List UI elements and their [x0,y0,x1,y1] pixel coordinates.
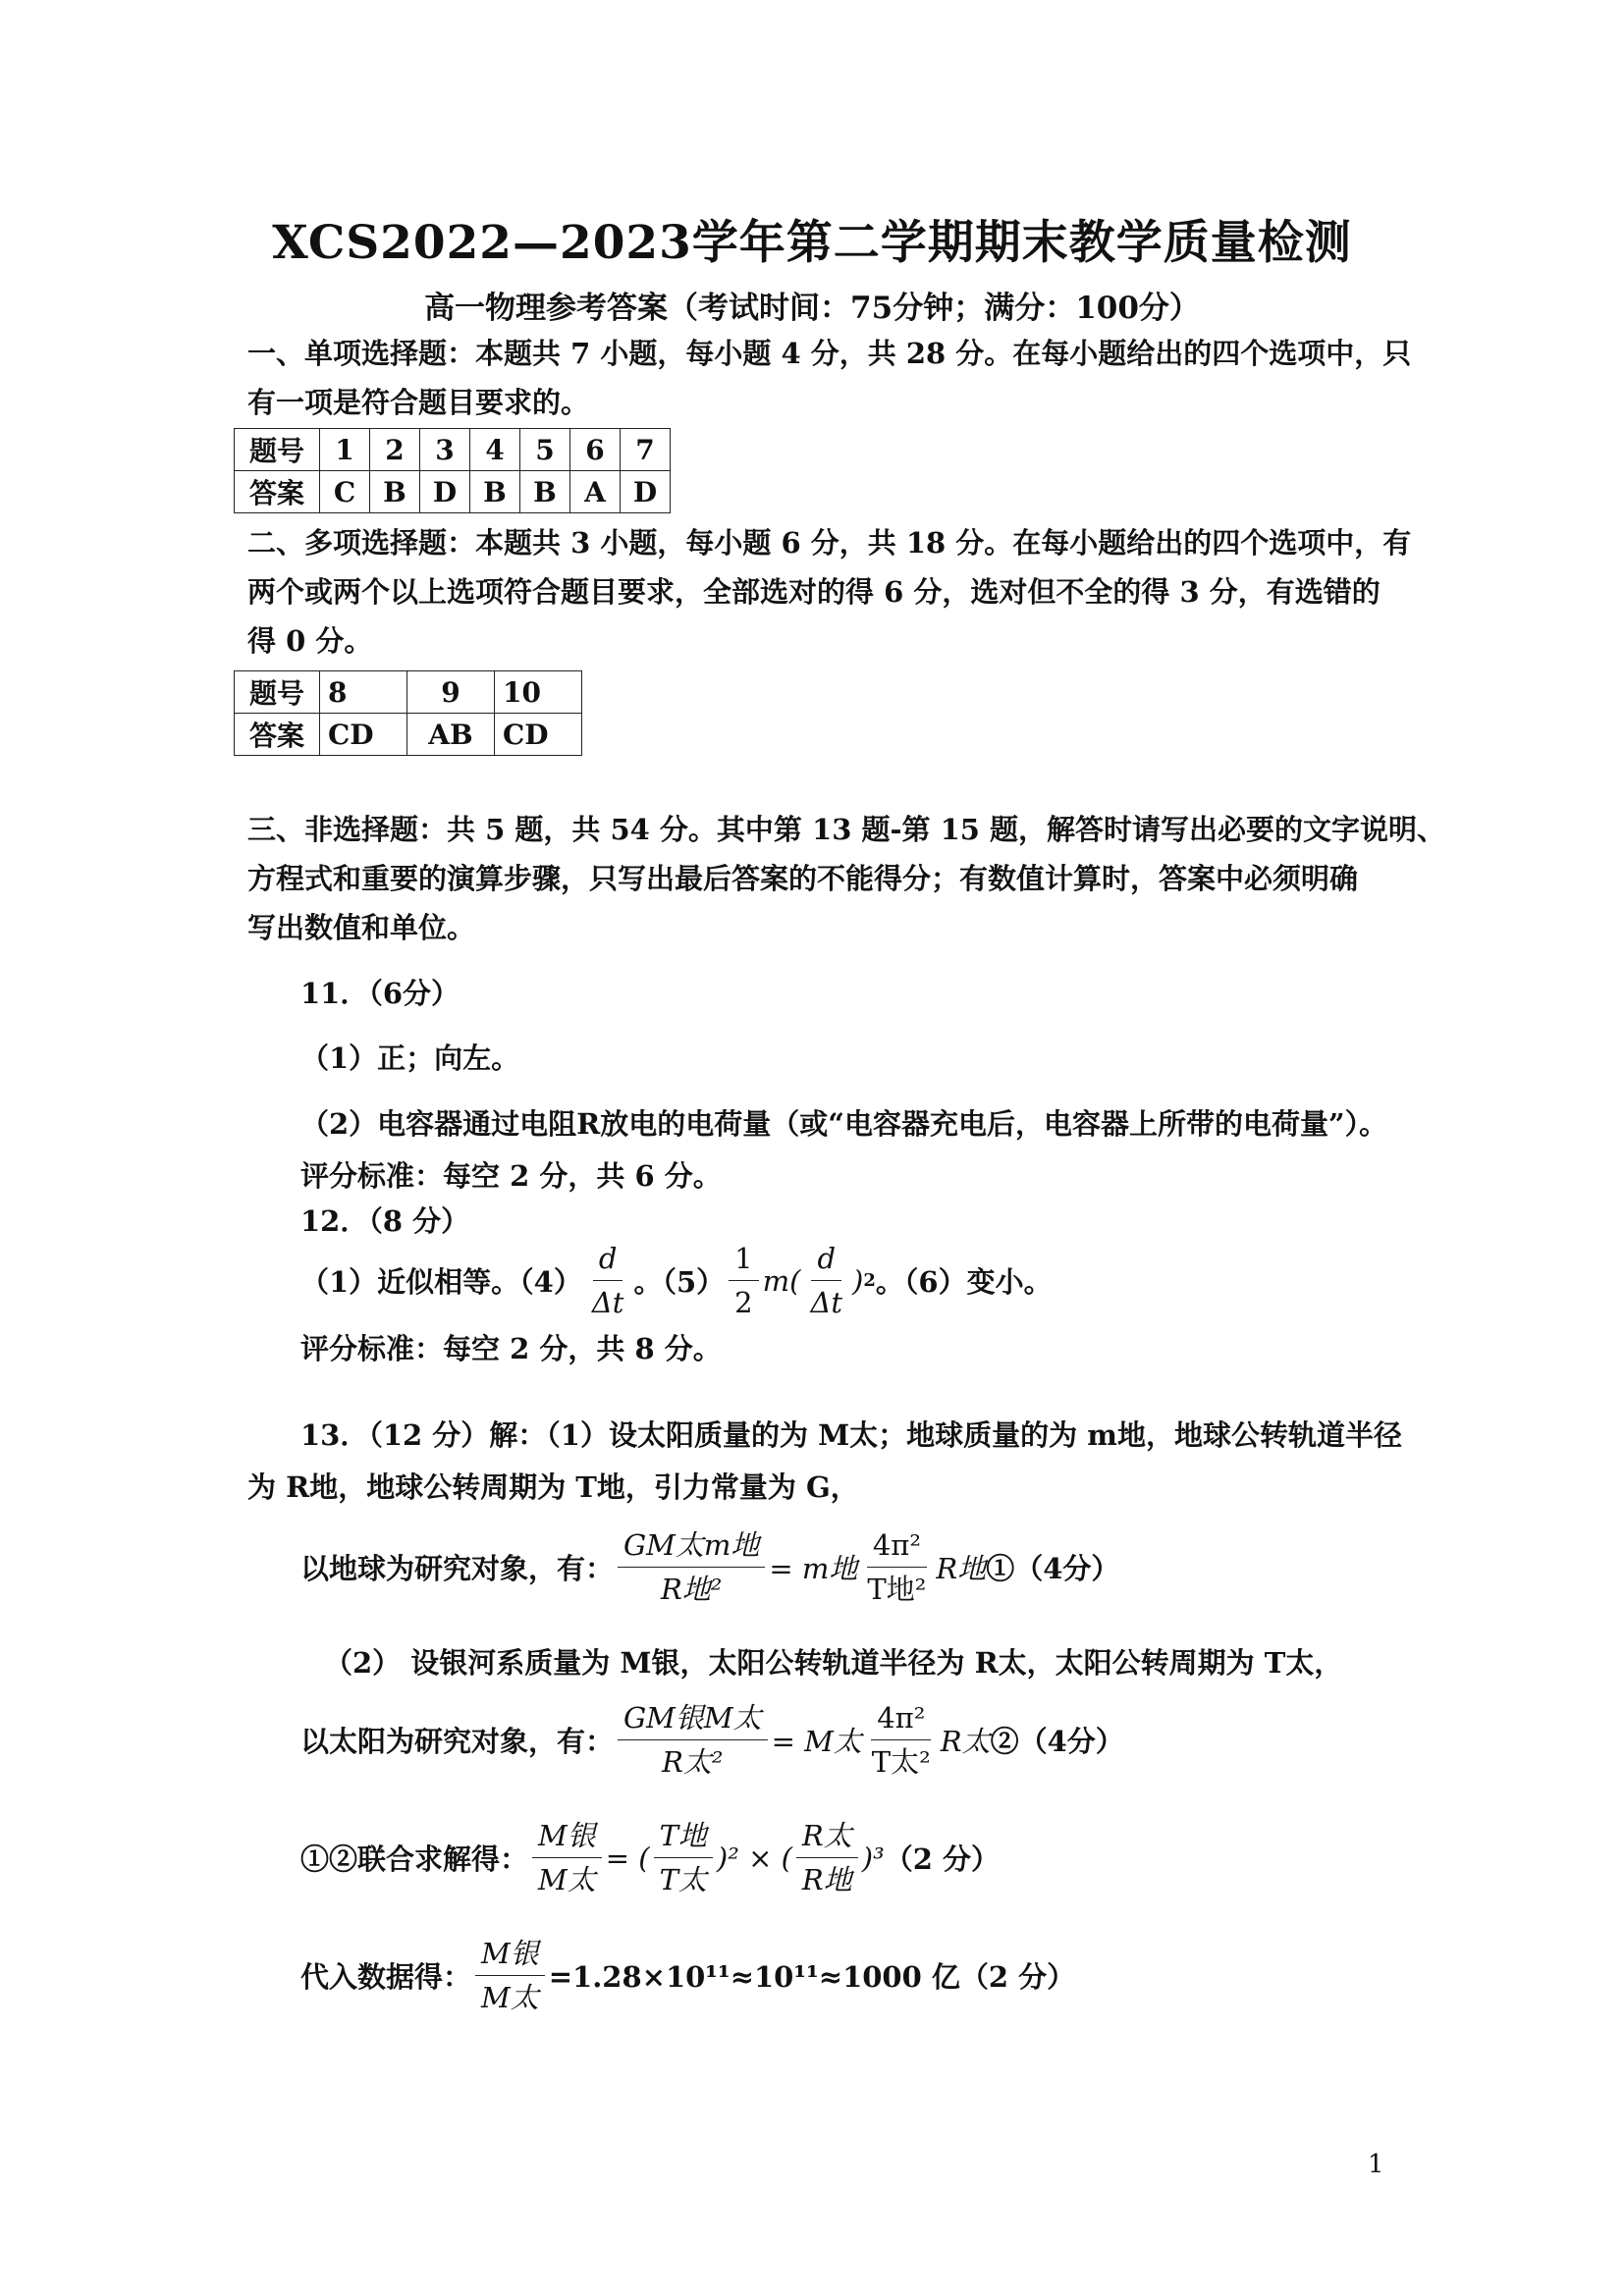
fraction-numerator: d [811,1239,841,1281]
q13-equation-4 [300,1934,1075,2017]
q13-equation-2 [300,1698,1124,1782]
q13-part2-setup: （2） 设银河系质量为 M银，太阳公转轨道半径为 R太，太阳公转周期为 T太， [324,1646,1343,1680]
section1-answer-table [234,428,671,513]
fraction-centripetal [861,1525,932,1609]
fraction-denominator: T地² [867,1573,927,1606]
equation-prefix: 以太阳为研究对象，有： [300,1725,615,1758]
fraction-denominator: 2 [734,1286,753,1319]
section1-line1: 一、单项选择题：本题共 7 小题，每小题 4 分，共 28 分。在每小题给出的四个选项中，只 [247,337,1412,370]
fraction-numerator: GM太m地 [618,1525,765,1568]
fraction-centripetal [866,1698,937,1782]
fraction-denominator: M太 [481,1981,539,2014]
equation-tail: R地 [936,1552,987,1585]
fraction-numerator: 4π² [871,1698,931,1740]
fraction-numerator: GM银M太 [618,1698,768,1740]
equation-prefix: 以地球为研究对象，有： [300,1552,615,1585]
fraction-numerator: 4π² [867,1525,927,1568]
table-cell: 9 [407,671,495,714]
fraction-one-half [729,1239,758,1322]
equation-middle: = m地 [769,1552,858,1585]
q11-scoring: 评分标准：每空 2 分，共 6 分。 [300,1159,722,1193]
table-cell: D [420,471,470,513]
q13-intro-line2: 为 R地，地球公转周期为 T地，引力常量为 G， [247,1470,859,1504]
table-cell: CD [495,714,582,756]
math-m: m( [762,1263,801,1298]
fraction-numerator: 1 [729,1239,758,1281]
q12-answers [300,1239,1053,1322]
equation-result: =1.28×10¹¹≈10¹¹≈1000 亿（2 分） [548,1960,1076,1994]
q11-answer-1: （1）正；向左。 [300,1041,520,1075]
section2-line1: 二、多项选择题：本题共 3 小题，每小题 6 分，共 18 分。在每小题给出的四个选项中，有 [247,526,1412,560]
equation-prefix: 代入数据得： [300,1960,472,1994]
fraction-gravity [618,1525,765,1609]
section3-instructions [247,805,1445,952]
table-header-cell: 题号 [235,429,320,471]
equation-tail: )³ [861,1841,885,1875]
table-cell: B [520,471,570,513]
fraction-denominator: Δt [591,1286,624,1319]
equation-mark: ①（4分） [986,1552,1120,1585]
fraction-d-over-dt-2 [804,1239,848,1322]
q11-answer-2: （2）电容器通过电阻R放电的电荷量（或“电容器充电后，电容器上所带的电荷量”）。 [300,1107,1388,1141]
table-cell: CD [320,714,407,756]
fraction-d-over-dt [586,1239,630,1322]
table-cell: 7 [621,429,671,471]
q11-heading: 11．（6分） [300,977,460,1010]
fraction-mass-ratio [475,1934,545,2017]
section2-instructions [247,518,1411,666]
equation-middle: = M太 [771,1725,862,1758]
section2-line3: 得 0 分。 [247,624,373,658]
equation-equals: = ( [605,1841,650,1875]
table-cell: 4 [470,429,520,471]
fraction-radius-ratio [796,1816,858,1899]
fraction-numerator: R太 [796,1816,858,1858]
q13-equation-1 [300,1525,1119,1609]
table-cell: B [370,471,420,513]
q12-part-3: 。（6）变小。 [875,1265,1053,1299]
section2-line2: 两个或两个以上选项符合题目要求，全部选对的得 6 分，选对但不全的得 3 分，有选错的 [247,575,1380,609]
table-header-cell: 答案 [235,714,320,756]
fraction-mass-ratio [532,1816,602,1899]
table-cell: 2 [370,429,420,471]
table-cell: AB [407,714,495,756]
table-row [235,471,671,513]
table-cell: 6 [570,429,621,471]
table-row [235,429,671,471]
fraction-numerator: M银 [475,1934,545,1976]
math-exponent: 2 [863,1270,876,1291]
table-cell: 3 [420,429,470,471]
table-cell: 8 [320,671,407,714]
q12-part-2: 。（5） [633,1265,726,1299]
fraction-denominator: Δt [810,1286,843,1319]
table-header-cell: 题号 [235,671,320,714]
fraction-numerator: T地 [654,1816,713,1858]
table-cell: 10 [495,671,582,714]
page-subtitle: 高一物理参考答案（考试时间：75分钟；满分：100分） [424,291,1200,326]
q12-part-1: （1）近似相等。（4） [300,1265,582,1299]
table-cell: 1 [320,429,370,471]
section3-line2: 方程式和重要的演算步骤，只写出最后答案的不能得分；有数值计算时，答案中必须明确 [247,862,1359,895]
equation-prefix: ①②联合求解得： [300,1842,529,1876]
section2-answer-table [234,670,582,756]
equation-tail: R太 [940,1725,991,1758]
fraction-denominator: M太 [538,1863,596,1896]
fraction-denominator: T太² [871,1745,931,1779]
page-number: 1 [1368,2150,1384,2179]
fraction-period-ratio [654,1816,713,1899]
table-header-cell: 答案 [235,471,320,513]
table-cell: 5 [520,429,570,471]
q13-intro-line1: 13．（12 分）解：（1）设太阳质量的为 M太；地球质量的为 m地，地球公转轨道半径 [300,1418,1402,1452]
equation-mark: （2 分） [884,1842,1000,1876]
q12-scoring: 评分标准：每空 2 分，共 8 分。 [300,1332,722,1365]
table-cell: B [470,471,520,513]
fraction-denominator: R地 [801,1863,852,1896]
section1-line2: 有一项是符合题目要求的。 [247,386,590,419]
page-title: XCS2022—2023学年第二学期期末教学质量检测 [272,216,1352,270]
fraction-gravity [618,1698,768,1782]
section3-line1: 三、非选择题：共 5 题，共 54 分。其中第 13 题-第 15 题，解答时请写出必要的文字说明、 [247,813,1446,846]
table-cell: A [570,471,621,513]
table-cell: C [320,471,370,513]
q12-heading: 12．（8 分） [300,1204,470,1238]
math-paren-close: ) [852,1263,864,1298]
fraction-denominator: R太² [662,1745,724,1779]
table-row [235,671,582,714]
equation-mark: ②（4分） [990,1725,1124,1758]
equation-middle: )² × ( [716,1841,792,1875]
fraction-denominator: T太 [659,1863,707,1896]
table-cell: D [621,471,671,513]
fraction-numerator: d [593,1239,623,1281]
section1-instructions [247,329,1411,427]
table-row [235,714,582,756]
q13-equation-3 [300,1816,1000,1899]
fraction-numerator: M银 [532,1816,602,1858]
section3-line3: 写出数值和单位。 [247,911,476,944]
fraction-denominator: R地² [660,1573,723,1606]
